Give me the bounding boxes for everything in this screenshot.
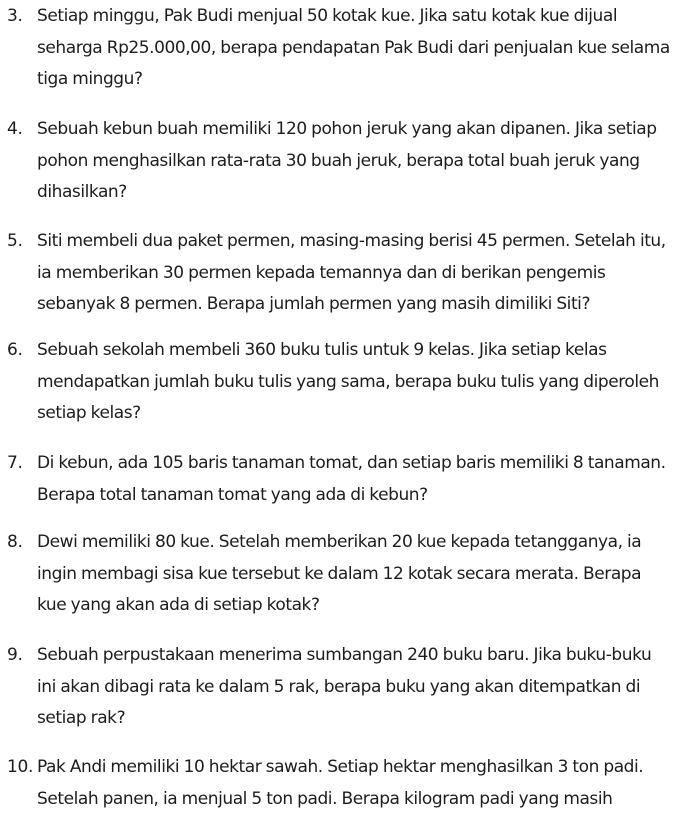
- problem-number: 9.: [7, 645, 23, 665]
- problem-number: 5.: [7, 231, 23, 251]
- problem-text: Sebuah sekolah membeli 360 buku tulis untuk 9 kelas. Jika setiap kelas mendapatkan jumlah buku tulis yang sama, berapa buku tulis yang diperoleh setiap kelas?: [37, 340, 659, 423]
- problem-text: Sebuah perpustakaan menerima sumbangan 240 buku baru. Jika buku-buku ini akan dibagi rata ke dalam 5 rak, berapa buku yang akan ditempatkan di setiap rak?: [37, 645, 652, 728]
- problem-text: Pak Andi memiliki 10 hektar sawah. Setiap hektar menghasilkan 3 ton padi. Setelah panen, ia menjual 5 ton padi. Berapa kilogram padi yang masih: [37, 757, 644, 809]
- problem-number: 6.: [7, 340, 23, 360]
- problem-text: Setiap minggu, Pak Budi menjual 50 kotak kue. Jika satu kotak kue dijual seharga Rp25.000,00, berapa pendapatan Pak Budi dari penjualan kue selama tiga minggu?: [37, 6, 670, 89]
- problem-number: 8.: [7, 532, 23, 552]
- problem-number: 10.: [7, 757, 34, 777]
- problem-text: Dewi memiliki 80 kue. Setelah memberikan 20 kue kepada tetangganya, ia ingin membagi sisa kue tersebut ke dalam 12 kotak secara merata. Berapa kue yang akan ada di setiap kotak?: [37, 532, 642, 615]
- problem-text: Siti membeli dua paket permen, masing-masing berisi 45 permen. Setelah itu, ia memberikan 30 permen kepada temannya dan di berikan pengemis sebanyak 8 permen. Berapa jumlah permen yang masih dimiliki Siti?: [37, 231, 666, 314]
- problem-number: 3.: [7, 6, 23, 26]
- problem-number: 7.: [7, 453, 23, 473]
- problem-text: Di kebun, ada 105 baris tanaman tomat, dan setiap baris memiliki 8 tanaman. Berapa total tanaman tomat yang ada di kebun?: [37, 453, 666, 505]
- problem-text: Sebuah kebun buah memiliki 120 pohon jeruk yang akan dipanen. Jika setiap pohon menghasilkan rata-rata 30 buah jeruk, berapa total buah jeruk yang dihasilkan?: [37, 119, 657, 202]
- problem-number: 4.: [7, 119, 23, 139]
